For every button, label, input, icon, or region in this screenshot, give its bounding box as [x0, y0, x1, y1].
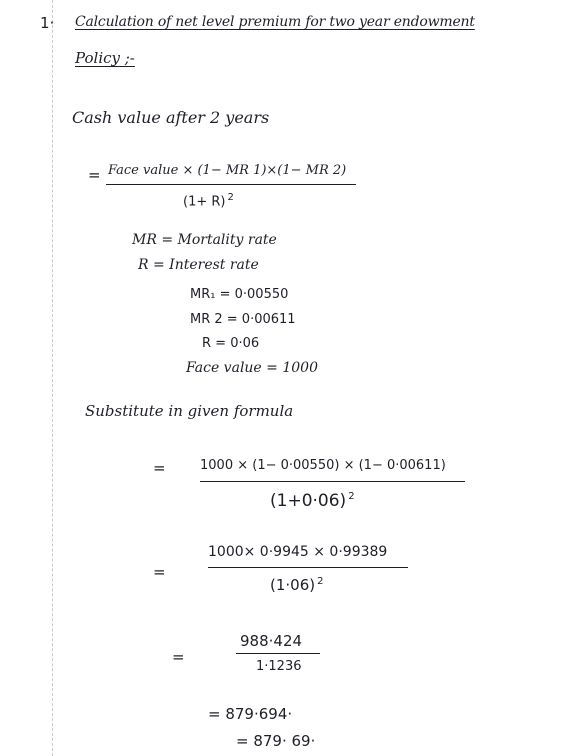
value-mr1: MR₁ = 0·00550	[190, 287, 289, 302]
formula-fraction-line	[106, 184, 356, 185]
value-mr2: MR 2 = 0·00611	[190, 312, 296, 327]
question-number: 1·	[40, 14, 55, 32]
formula-numerator: Face value × (1− MR 1)×(1− MR 2)	[108, 163, 347, 178]
step1-fraction-line	[200, 481, 465, 482]
page-margin-line	[52, 0, 53, 756]
value-face-value: Face value = 1000	[186, 360, 318, 376]
cash-value-line: Cash value after 2 years	[72, 108, 270, 127]
heading-line-1: Calculation of net level premium for two year endowment	[75, 14, 475, 30]
step1-equals: =	[153, 459, 166, 477]
step2-equals: =	[153, 563, 166, 581]
definition-r: R = Interest rate	[138, 257, 259, 273]
step3-equals: =	[172, 648, 185, 666]
substitute-line: Substitute in given formula	[85, 402, 294, 420]
formula-equals: =	[88, 166, 101, 184]
formula-denominator: (1+ R) $^2$	[183, 192, 234, 210]
result-line-1: = 879·694·	[208, 705, 293, 723]
step3-fraction-line	[236, 653, 320, 654]
step3-denominator: 1·1236	[256, 659, 302, 674]
step1-denominator: (1+0·06) $^2$	[270, 491, 355, 511]
step2-denominator: (1·06) $^2$	[270, 576, 324, 594]
value-r: R = 0·06	[202, 336, 260, 351]
step2-fraction-line	[208, 567, 408, 568]
step3-numerator: 988·424	[240, 632, 303, 650]
result-line-2: = 879· 69·	[236, 732, 316, 750]
definition-mr: MR = Mortality rate	[132, 232, 277, 248]
heading-line-2: Policy ;-	[75, 49, 135, 67]
step2-numerator: 1000× 0·9945 × 0·99389	[208, 544, 388, 560]
step1-numerator: 1000 × (1− 0·00550) × (1− 0·00611)	[200, 458, 446, 473]
